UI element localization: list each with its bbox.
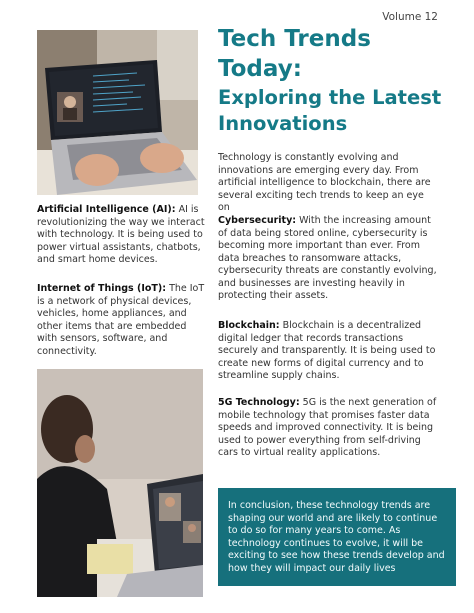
ai-paragraph: [37, 204, 205, 267]
intro-paragraph: Technology is constantly evolving and innovations are emerging every day. From artificial intelligence to blockchain, there are several exciting tech trends to keep an eye on: [218, 152, 431, 213]
laptop-video-call-photo: [37, 30, 198, 195]
page-subtitle: Exploring the Latest Innovations: [218, 86, 442, 135]
5g-heading: 5G Technology:: [218, 397, 300, 408]
cybersecurity-heading: Cybersecurity:: [218, 215, 297, 226]
blockchain-body: Blockchain is a decentralized digital ledger that records transactions securely and transparently. It is being used to create new forms of digital currency and to streamline supply chains.: [218, 320, 436, 381]
page-title: Tech Trends Today:: [218, 26, 371, 82]
5g-paragraph: [218, 397, 438, 460]
blockchain-paragraph: [218, 320, 438, 383]
ai-heading: Artificial Intelligence (AI):: [37, 204, 176, 215]
blockchain-heading: Blockchain:: [218, 320, 280, 331]
volume-label: Volume 12: [382, 11, 438, 23]
iot-heading: Internet of Things (IoT):: [37, 283, 167, 294]
5g-body: 5G is the next generation of mobile technology that promises faster data speeds and improved connectivity. It is being used to power everything from self-driving cars to virtual reality applications.: [218, 397, 437, 458]
iot-body: The IoT is a network of physical devices, vehicles, home appliances, and other items that are embedded with sensors, software, and connectivity.: [37, 283, 205, 357]
cybersecurity-paragraph: [218, 215, 438, 303]
conclusion-text: In conclusion, these technology trends are shaping our world and are likely to continue to do so for many years to come. As technology continues to evolve, it will be exciting to see how these trends develop and how they will impact our daily lives: [228, 500, 445, 574]
ai-body: AI is revolutionizing the way we interact with technology. It is being used to power virtual assistants, chatbots, and smart home devices.: [37, 204, 205, 265]
person-video-call-photo: [37, 369, 203, 597]
iot-paragraph: [37, 283, 205, 358]
cybersecurity-body: With the increasing amount of data being stored online, cybersecurity is becoming more important than ever. From data breaches to ransomware attacks, cybersecurity threats are constantly evolving, and businesses are investing heavily in protecting their assets.: [218, 215, 437, 301]
conclusion-callout: [218, 488, 456, 586]
